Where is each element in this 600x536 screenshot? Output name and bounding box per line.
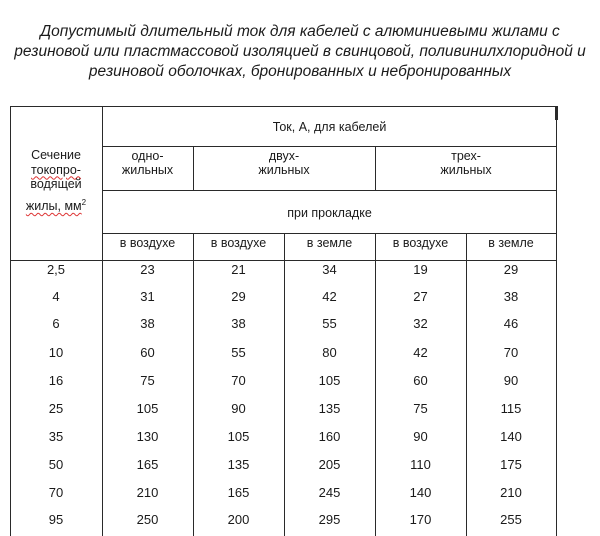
table-border-top — [10, 106, 557, 107]
cell-single-air: 210 — [136, 485, 159, 500]
cell-section: 16 — [48, 373, 64, 388]
cell-double-ground: 55 — [322, 316, 337, 331]
cell-double-ground: 245 — [318, 485, 341, 500]
cell-triple-air: 90 — [413, 429, 428, 444]
header-triple-core: трех- жильных — [440, 149, 492, 177]
header-triple-air: в воздухе — [392, 236, 449, 250]
title-line-3: резиновой оболочках, бронированных и небронированных — [88, 63, 512, 80]
cell-triple-air: 19 — [413, 262, 428, 277]
title-line-1: Допустимый длительный ток для кабелей с алюминиевыми жилами с — [40, 23, 560, 40]
header-double-core: двух- жильных — [258, 149, 310, 177]
cell-double-air: 105 — [227, 429, 250, 444]
header-double-ground: в земле — [306, 236, 353, 250]
cell-double-ground: 105 — [318, 373, 341, 388]
table-border-right-tick — [555, 106, 558, 120]
cell-section: 6 — [52, 316, 60, 331]
cell-triple-ground: 29 — [503, 262, 519, 277]
header-triple-ground: в земле — [488, 236, 534, 250]
cell-double-air: 165 — [227, 485, 250, 500]
cell-single-air: 31 — [140, 289, 155, 304]
cell-triple-air: 110 — [410, 457, 431, 472]
cell-double-ground: 42 — [322, 289, 337, 304]
cell-single-air: 250 — [136, 512, 159, 527]
cell-triple-air: 32 — [413, 316, 428, 331]
cell-double-air: 70 — [231, 373, 246, 388]
cell-section: 4 — [52, 289, 60, 304]
cell-double-air: 21 — [231, 262, 246, 277]
title-line-2: резиновой или пластмассовой изоляцией в свинцовой, поливинилхлоридной и — [14, 43, 586, 60]
cell-section: 50 — [48, 457, 64, 472]
cell-double-ground: 205 — [318, 457, 341, 472]
cell-triple-ground: 175 — [500, 457, 522, 472]
cell-double-air: 135 — [227, 457, 250, 472]
header-single-air: в воздухе — [119, 236, 176, 250]
cell-single-air: 165 — [136, 457, 159, 472]
header-single-core: одно- жильных — [121, 149, 174, 177]
cell-triple-air: 140 — [409, 485, 432, 500]
cell-section: 25 — [48, 401, 64, 416]
cell-triple-ground: 38 — [503, 289, 519, 304]
cell-double-air: 200 — [227, 512, 250, 527]
header-section-units: жилы, $мм^2$ — [25, 198, 87, 214]
header-current: Ток, А, для кабелей — [272, 120, 387, 134]
cell-double-ground: 160 — [318, 429, 341, 444]
cell-triple-ground: 70 — [503, 345, 519, 360]
cell-double-air: 29 — [231, 289, 246, 304]
cell-double-ground: 80 — [322, 345, 337, 360]
cell-triple-ground: 115 — [500, 401, 522, 416]
cell-single-air: 130 — [136, 429, 159, 444]
cell-double-air: 38 — [231, 316, 246, 331]
header-laying: при прокладке — [287, 206, 372, 220]
cell-section: 10 — [48, 345, 64, 360]
cell-section: 70 — [48, 485, 64, 500]
cell-single-air: 38 — [140, 316, 155, 331]
cell-triple-air: 75 — [413, 401, 428, 416]
cell-triple-ground: 46 — [503, 316, 519, 331]
header-divider-cores — [102, 190, 557, 191]
cell-section: 2,5 — [46, 262, 66, 277]
cell-single-air: 75 — [140, 373, 155, 388]
cell-triple-ground: 210 — [500, 485, 522, 500]
header-double-air: в воздухе — [210, 236, 267, 250]
cell-triple-ground: 90 — [503, 373, 519, 388]
cell-triple-air: 170 — [409, 512, 432, 527]
cell-double-ground: 34 — [322, 262, 337, 277]
cell-double-air: 55 — [231, 345, 246, 360]
cell-triple-air: 42 — [413, 345, 428, 360]
cell-single-air: 105 — [136, 401, 159, 416]
cell-double-ground: 295 — [318, 512, 341, 527]
cell-section: 35 — [48, 429, 64, 444]
cell-triple-ground: 255 — [500, 512, 522, 527]
cell-triple-air: 60 — [413, 373, 428, 388]
cell-section: 95 — [48, 512, 64, 527]
cell-triple-air: 27 — [413, 289, 428, 304]
cell-triple-ground: 140 — [500, 429, 522, 444]
header-section: Сечение токопро- водящей — [30, 148, 82, 191]
cell-single-air: 60 — [140, 345, 155, 360]
header-divider-laying — [102, 233, 557, 234]
cell-single-air: 23 — [140, 262, 155, 277]
cell-double-ground: 135 — [318, 401, 341, 416]
cell-double-air: 90 — [231, 401, 246, 416]
header-divider-current — [102, 146, 557, 147]
